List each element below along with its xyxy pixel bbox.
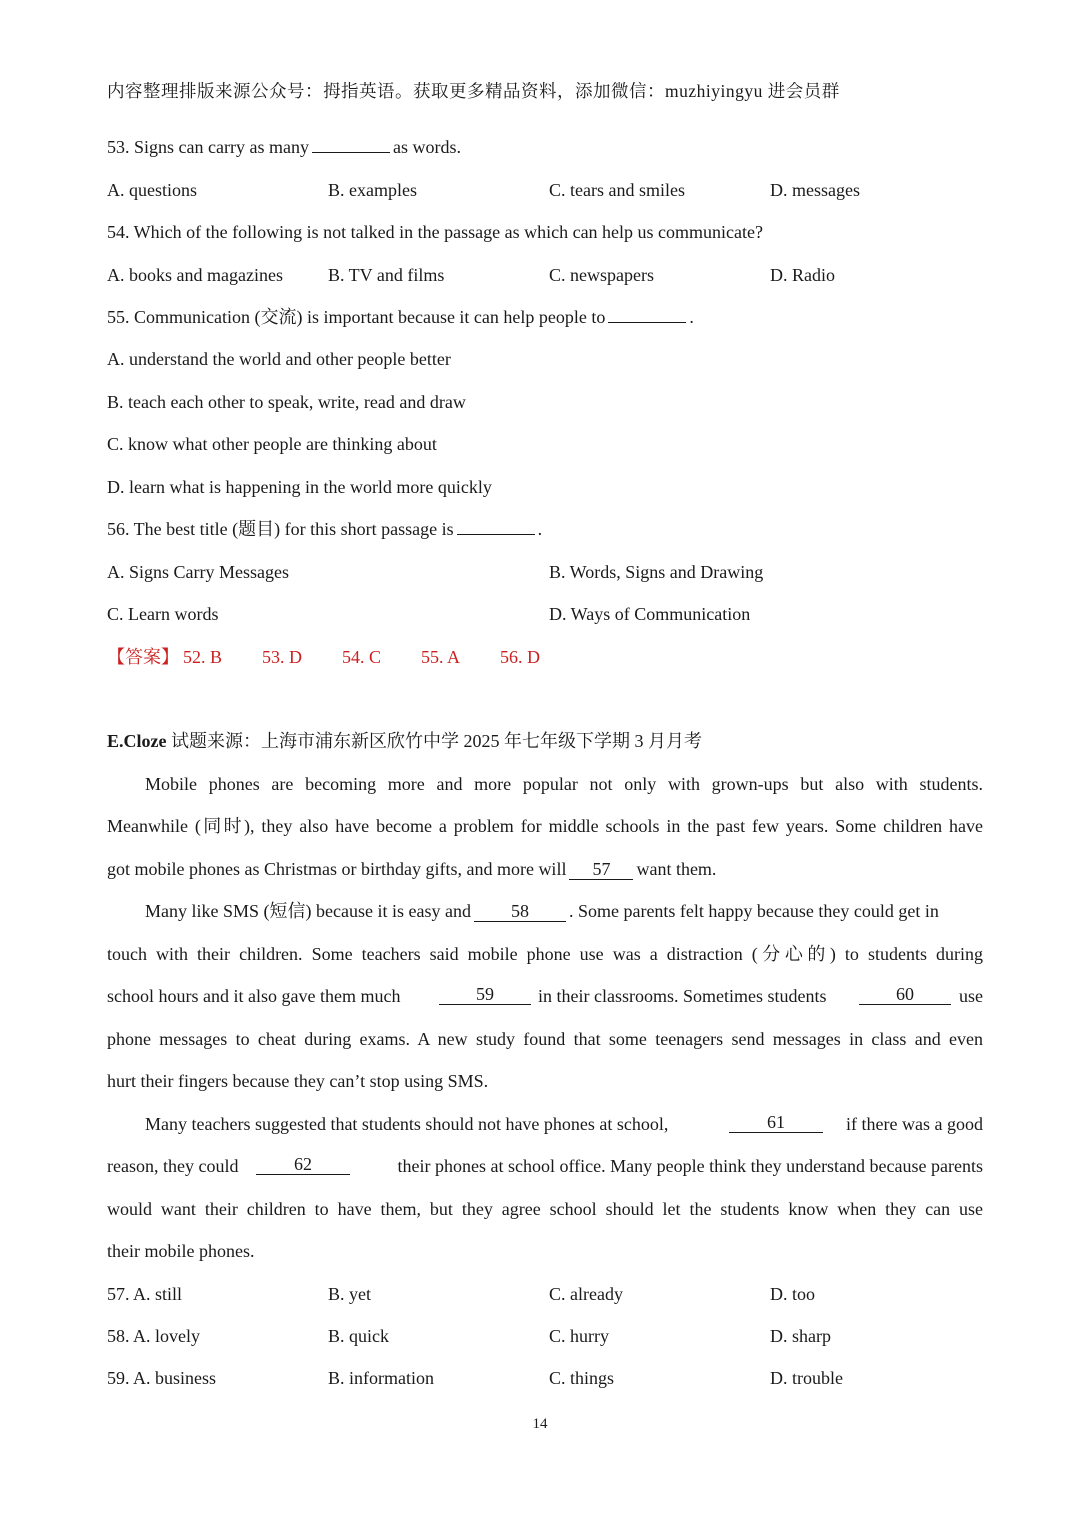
option-d: D. Ways of Communication — [549, 604, 751, 624]
answer-blank — [312, 135, 390, 153]
stem-text: as words. — [392, 137, 461, 157]
stem-text: . — [537, 519, 543, 539]
cloze-p1-line3 — [107, 857, 983, 881]
passage-text: if there was a good — [846, 1114, 983, 1134]
cloze-blank-58 — [474, 901, 566, 922]
option-d: D. messages — [770, 180, 860, 200]
question-55-option-c: C. know what other people are thinking about — [107, 434, 437, 454]
stem-text: 55. Communication (交流) is important because it can help people to — [107, 307, 606, 327]
option-a: A. questions — [107, 180, 197, 200]
cloze-p2-line4: phone messages to cheat during exams. A new study found that some teenagers send messages in class and even — [107, 1029, 983, 1049]
answer-item: 54. C — [342, 647, 382, 667]
question-53-stem — [107, 135, 983, 159]
option-c: C. hurry — [549, 1326, 609, 1346]
section-source: 试题来源：上海市浦东新区欣竹中学 2025 年七年级下学期 3 月月考 — [166, 731, 702, 751]
passage-text: in their classrooms. Sometimes students — [538, 986, 827, 1006]
cloze-p3-line3: would want their children to have them, but they agree school should let the students know when they can use — [107, 1199, 983, 1219]
passage-text: reason, they could — [107, 1156, 239, 1176]
question-55-option-d: D. learn what is happening in the world more quickly — [107, 477, 492, 497]
option-b: B. quick — [328, 1326, 389, 1346]
option-a: A. Signs Carry Messages — [107, 562, 289, 582]
answer-item: 55. A — [421, 647, 461, 667]
blank-number: 59 — [476, 984, 494, 1004]
stem-text: 56. The best title (题目) for this short passage is — [107, 519, 454, 539]
cloze-p3-line4: their mobile phones. — [107, 1241, 255, 1261]
blank-number: 61 — [767, 1112, 785, 1132]
passage-text: use — [959, 986, 983, 1006]
stem-text: 53. Signs can carry as many — [107, 137, 309, 157]
passage-text: Many teachers suggested that students should not have phones at school, — [145, 1114, 669, 1134]
answer-label: 【答案】 — [107, 647, 179, 667]
option-c: C. Learn words — [107, 604, 219, 624]
option-c: C. newspapers — [549, 265, 654, 285]
blank-number: 57 — [592, 859, 611, 879]
option-b: B. TV and films — [328, 265, 445, 285]
question-55-option-b: B. teach each other to speak, write, read and draw — [107, 392, 466, 412]
cloze-p1-line1: Mobile phones are becoming more and more popular not only with grown-ups but also with students. — [145, 774, 983, 794]
passage-text: their phones at school office. Many people think they understand because parents — [397, 1156, 983, 1176]
cloze-blank-59 — [439, 984, 531, 1005]
option-b: B. information — [328, 1368, 434, 1388]
option-b: B. examples — [328, 180, 417, 200]
cloze-p2-line1 — [107, 899, 983, 923]
question-56-stem — [107, 517, 983, 541]
page-header: 内容整理排版来源公众号：拇指英语。获取更多精品资料，添加微信：muzhiyingyu 进会员群 — [107, 81, 840, 101]
answer-blank — [457, 517, 535, 535]
option-c: C. tears and smiles — [549, 180, 685, 200]
question-54-stem: 54. Which of the following is not talked in the passage as which can help us communicate? — [107, 222, 763, 242]
option-b: B. yet — [328, 1284, 371, 1304]
page-number: 14 — [532, 1416, 548, 1432]
option-a: 58. A. lovely — [107, 1326, 200, 1346]
passage-text: want them. — [636, 859, 717, 879]
stem-text: . — [689, 307, 694, 327]
passage-text: got mobile phones as Christmas or birthday gifts, and more will — [107, 859, 567, 879]
blank-number: 62 — [294, 1154, 312, 1174]
question-55-stem — [107, 305, 983, 329]
answer-item: 53. D — [262, 647, 302, 667]
answer-item: 52. B — [183, 647, 223, 667]
option-b: B. Words, Signs and Drawing — [549, 562, 764, 582]
section-title: E.Cloze — [107, 731, 167, 751]
cloze-heading — [107, 729, 983, 753]
option-d: D. too — [770, 1284, 815, 1304]
option-d: D. sharp — [770, 1326, 831, 1346]
option-d: D. trouble — [770, 1368, 843, 1388]
cloze-blank-61 — [729, 1112, 823, 1133]
option-a: 57. A. still — [107, 1284, 183, 1304]
cloze-blank-60 — [859, 984, 951, 1005]
passage-text: . Some parents felt happy because they could get in — [568, 901, 939, 921]
blank-number: 60 — [896, 984, 914, 1004]
option-c: C. things — [549, 1368, 615, 1388]
cloze-p2-line2: touch with their children. Some teachers said mobile phone use was a distraction (分心的) to students during — [107, 944, 983, 964]
passage-text: Many like SMS (短信) because it is easy and — [145, 901, 471, 921]
question-55-option-a: A. understand the world and other people better — [107, 349, 451, 369]
answer-blank — [608, 305, 686, 323]
cloze-blank-62 — [256, 1154, 350, 1175]
option-c: C. already — [549, 1284, 623, 1304]
blank-number: 58 — [510, 901, 529, 921]
option-a: 59. A. business — [107, 1368, 217, 1388]
option-a: A. books and magazines — [107, 265, 283, 285]
answer-item: 56. D — [500, 647, 540, 667]
option-d: D. Radio — [770, 265, 835, 285]
cloze-blank-57 — [569, 859, 633, 880]
passage-text: school hours and it also gave them much — [107, 986, 401, 1006]
cloze-p1-line2: Meanwhile (同时), they also have become a problem for middle schools in the past few years. Some children have — [107, 816, 983, 836]
cloze-p2-line5: hurt their fingers because they can’t stop using SMS. — [107, 1071, 489, 1091]
